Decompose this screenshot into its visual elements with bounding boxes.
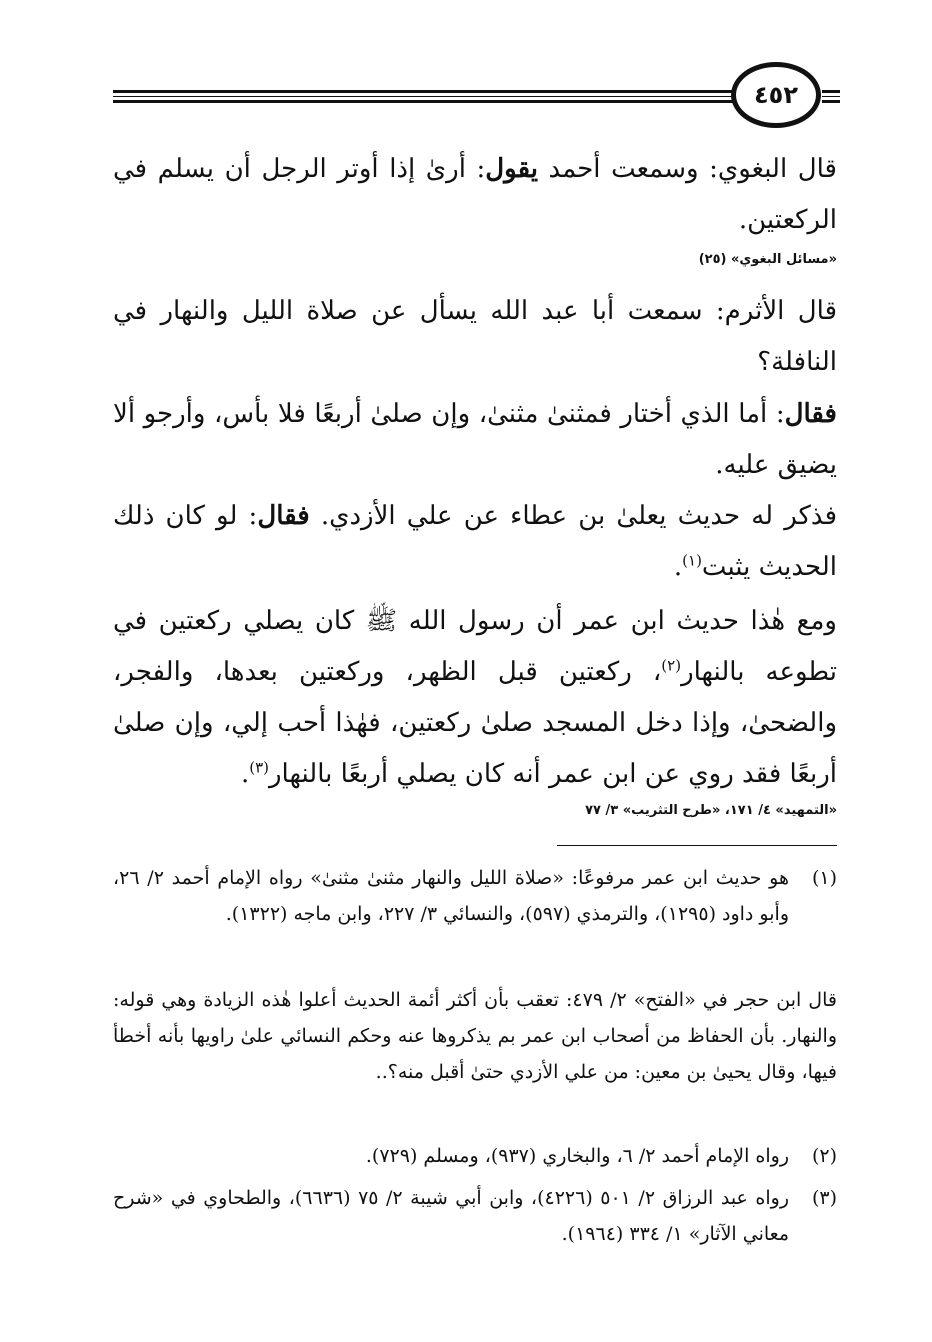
footnote-1b-text: قال ابن حجر في «الفتح» ٢/ ٤٧٩: تعقب بأن أكثر أئمة الحديث أعلوا هٰذه الزيادة وهي قوله: والنهار. بأن الحفاظ من أصحاب ابن عمر بم يذكروها عنه وحكم النسائي علىٰ راويها بأنه أخطأ فيها، وقال يحيىٰ بن معين: من علي الأزدي حتىٰ أقبل منه؟.. (113, 989, 837, 1083)
footnote-ref-2[interactable]: (٢) (661, 656, 682, 675)
source-1: «مسائل البغوي» (٢٥) (698, 252, 837, 267)
p3-bold: فقال (784, 399, 837, 429)
header-rule-right-mid (822, 96, 840, 97)
header-rule-right-bottom (822, 100, 840, 103)
footnote-3-text: رواه عبد الرزاق ٢/ ٥٠١ (٤٢٢٦)، وابن أبي شيبة ٢/ ٧٥ (٦٦٣٦)، والطحاوي في «شرح معاني الآثار» ١/ ٣٣٤ (١٩٦٤). (113, 1187, 790, 1245)
header-rule-top (113, 90, 733, 93)
p4-text2: : لو كان ذلك الحديث يثبت (113, 501, 837, 582)
footnote-2-text: رواه الإمام أحمد ٢/ ٦، والبخاري (٩٣٧)، ومسلم (٧٢٩). (365, 1145, 789, 1167)
source-2: «التمهيد» ٤/ ١٧١، «طرح التثريب» ٣/ ٧٧ (585, 803, 837, 818)
paragraph-3 (113, 389, 837, 491)
header-rule-right-top (822, 90, 840, 93)
p1-bold: يقول (485, 154, 538, 184)
footnote-1-text: هو حديث ابن عمر مرفوعًا: «صلاة الليل والنهار مثنىٰ مثنىٰ» رواه الإمام أحمد ٢/ ٢٦، وأبو داود (١٢٩٥)، والترمذي (٥٩٧)، والنسائي ٣/ ٢٢٧، وابن ماجه (١٣٢٢). (113, 867, 789, 925)
paragraph-2 (113, 286, 837, 388)
footnote-3-number: (٣) (811, 1187, 837, 1209)
footnote-ref-3[interactable]: (٣) (249, 758, 269, 777)
header-rule-bottom (113, 100, 733, 103)
p4-bold: فقال (257, 501, 310, 531)
footnote-separator (557, 845, 837, 846)
footnote-1 (113, 860, 837, 932)
page-number: ٤٥٢ (731, 62, 821, 128)
footnote-3 (113, 1180, 837, 1252)
p4-end: . (673, 552, 683, 582)
p2-text: قال الأثرم: سمعت أبا عبد الله يسأل عن صلاة الليل والنهار في النافلة؟ (113, 296, 837, 377)
p5-text2: ، ركعتين قبل الظهر، وركعتين بعدها، والفجر، والضحىٰ، وإذا دخل المسجد صلىٰ ركعتين، فهٰذا أحب إلي، وإن صلىٰ أربعًا فقد روي عن ابن عمر أنه كان يصلي أربعًا بالنهار (113, 657, 837, 789)
p5-text: ومع هٰذا حديث ابن عمر أن رسول الله ﷺ كان يصلي ركعتين في تطوعه بالنهار (113, 606, 837, 687)
paragraph-4 (113, 491, 837, 593)
p5-end: . (240, 759, 250, 789)
paragraph-1 (113, 144, 837, 246)
footnote-1-continued (113, 982, 837, 1090)
header-rule-mid (113, 96, 733, 97)
p3-text: : أما الذي أختار فمثنىٰ مثنىٰ، وإن صلىٰ أربعًا فلا بأس، وأرجو ألا يضيق عليه. (113, 399, 837, 480)
footnote-1-number: (١) (811, 867, 837, 889)
p4-text: فذكر له حديث يعلىٰ بن عطاء عن علي الأزدي. (309, 501, 837, 531)
footnote-2-number: (٢) (811, 1145, 837, 1167)
footnote-2 (113, 1138, 837, 1174)
footnote-ref-1[interactable]: (١) (682, 551, 702, 570)
p1-text: قال البغوي: وسمعت أحمد (537, 154, 837, 184)
paragraph-5 (113, 596, 837, 800)
p1-text2: : أرىٰ إذا أوتر الرجل أن يسلم في الركعتين. (113, 154, 837, 235)
